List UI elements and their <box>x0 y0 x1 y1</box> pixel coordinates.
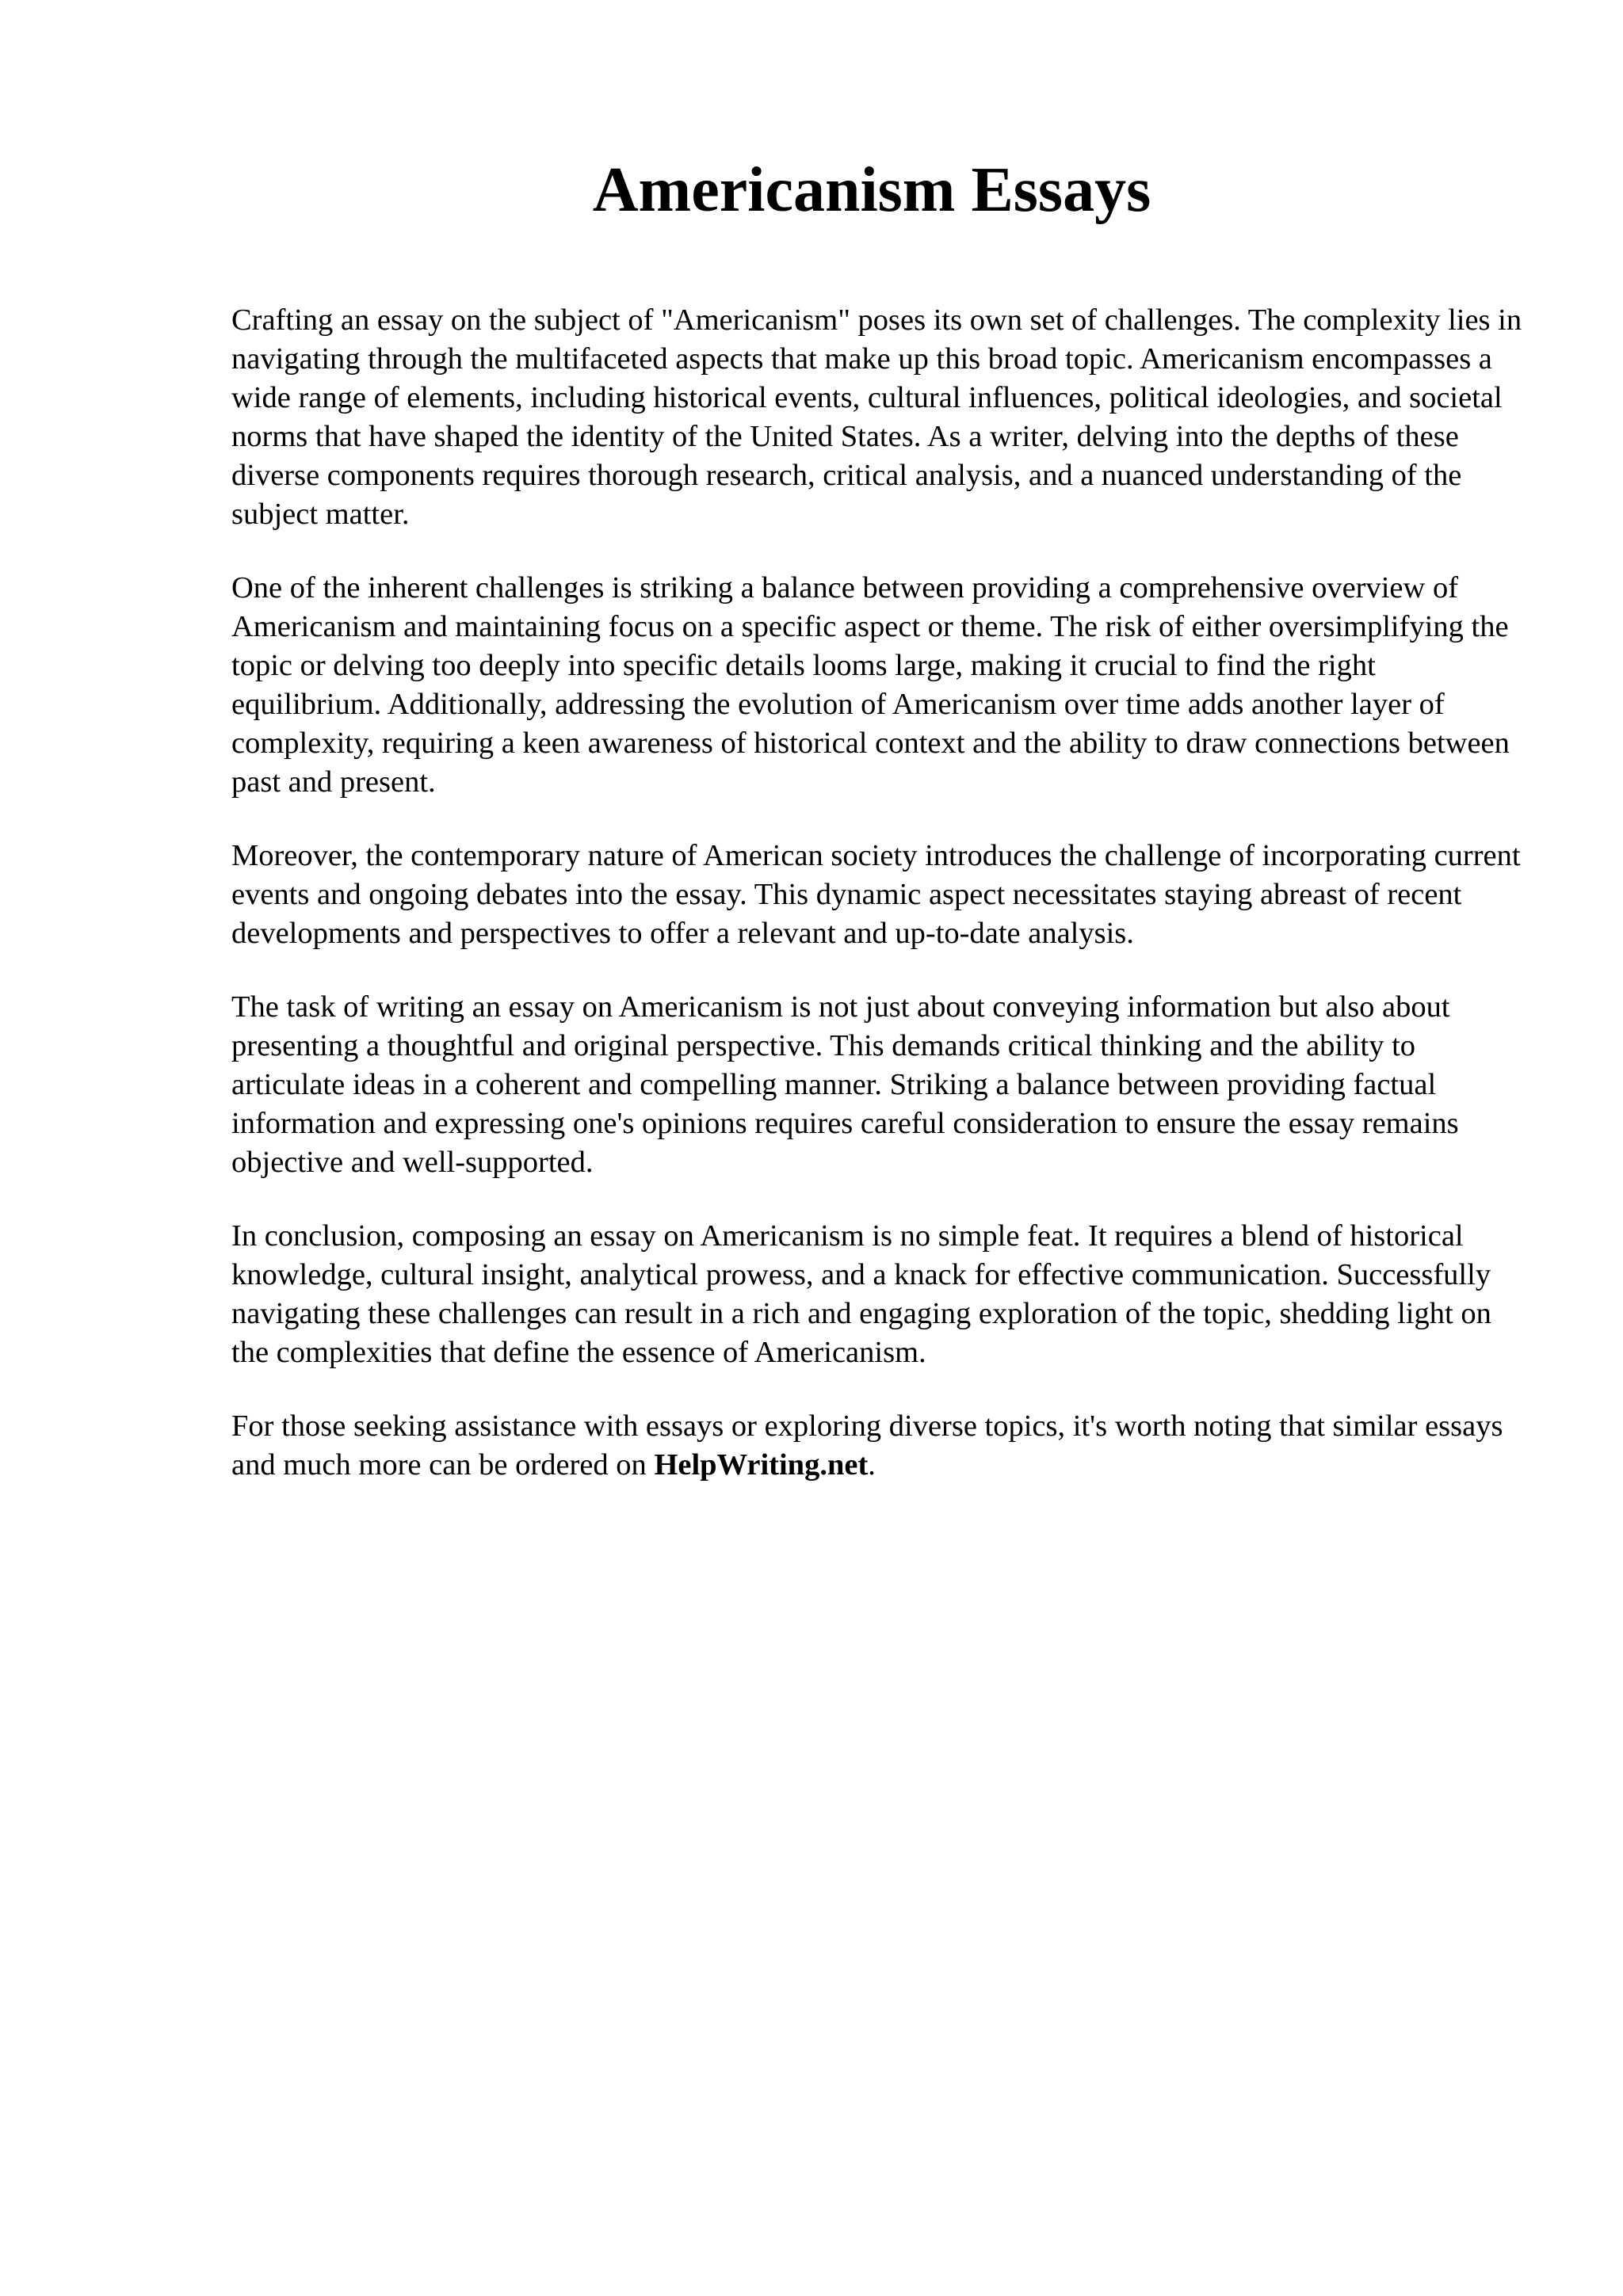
page-title: Americanism Essays <box>592 155 1151 225</box>
paragraph-1: Crafting an essay on the subject of "Americanism" poses its own set of challenges. The complexity lies in navigating through the multifaceted aspects that make up this broad topic. Americanism encompasses a wide range of elements, including historical events, cultural influences, political ideologies, and societal norms that have shaped the identity of the United States. As a writer, delving into the depths of these diverse components requires thorough research, critical analysis, and a nuanced understanding of the subject matter. <box>231 303 1522 531</box>
closing-paragraph <box>231 1407 1523 1485</box>
closing-period: . <box>868 1448 876 1482</box>
essay-body <box>231 301 1523 1520</box>
paragraph-3: Moreover, the contemporary nature of American society introduces the challenge of incorporating current events and ongoing debates into the essay. This dynamic aspect necessitates staying abreast of recent developments and perspectives to offer a relevant and up-to-date analysis. <box>231 839 1521 950</box>
helpwriting-link[interactable]: HelpWriting.net <box>654 1448 869 1482</box>
closing-text: For those seeking assistance with essays or exploring diverse topics, it's worth noting that similar essays and much more can be ordered on <box>231 1409 1503 1482</box>
paragraph-2: One of the inherent challenges is striking a balance between providing a comprehensive overview of Americanism and maintaining focus on a specific aspect or theme. The risk of either oversimplifying the topic or delving too deeply into specific details looms large, making it crucial to find the right equilibrium. Additionally, addressing the evolution of Americanism over time adds another layer of complexity, requiring a keen awareness of historical context and the ability to draw connections between past and present. <box>231 571 1510 799</box>
paragraph-4: The task of writing an essay on Americanism is not just about conveying information but also about presenting a thoughtful and original perspective. This demands critical thinking and the ability to articulate ideas in a coherent and compelling manner. Striking a balance between providing factual information and expressing one's opinions requires careful consideration to ensure the essay remains objective and well-supported. <box>231 990 1459 1179</box>
paragraph-5: In conclusion, composing an essay on Americanism is no simple feat. It requires a blend of historical knowledge, cultural insight, analytical prowess, and a knack for effective communication. Successfully navigating these challenges can result in a rich and engaging exploration of the topic, shedding light on the complexities that define the essence of Americanism. <box>231 1219 1491 1369</box>
